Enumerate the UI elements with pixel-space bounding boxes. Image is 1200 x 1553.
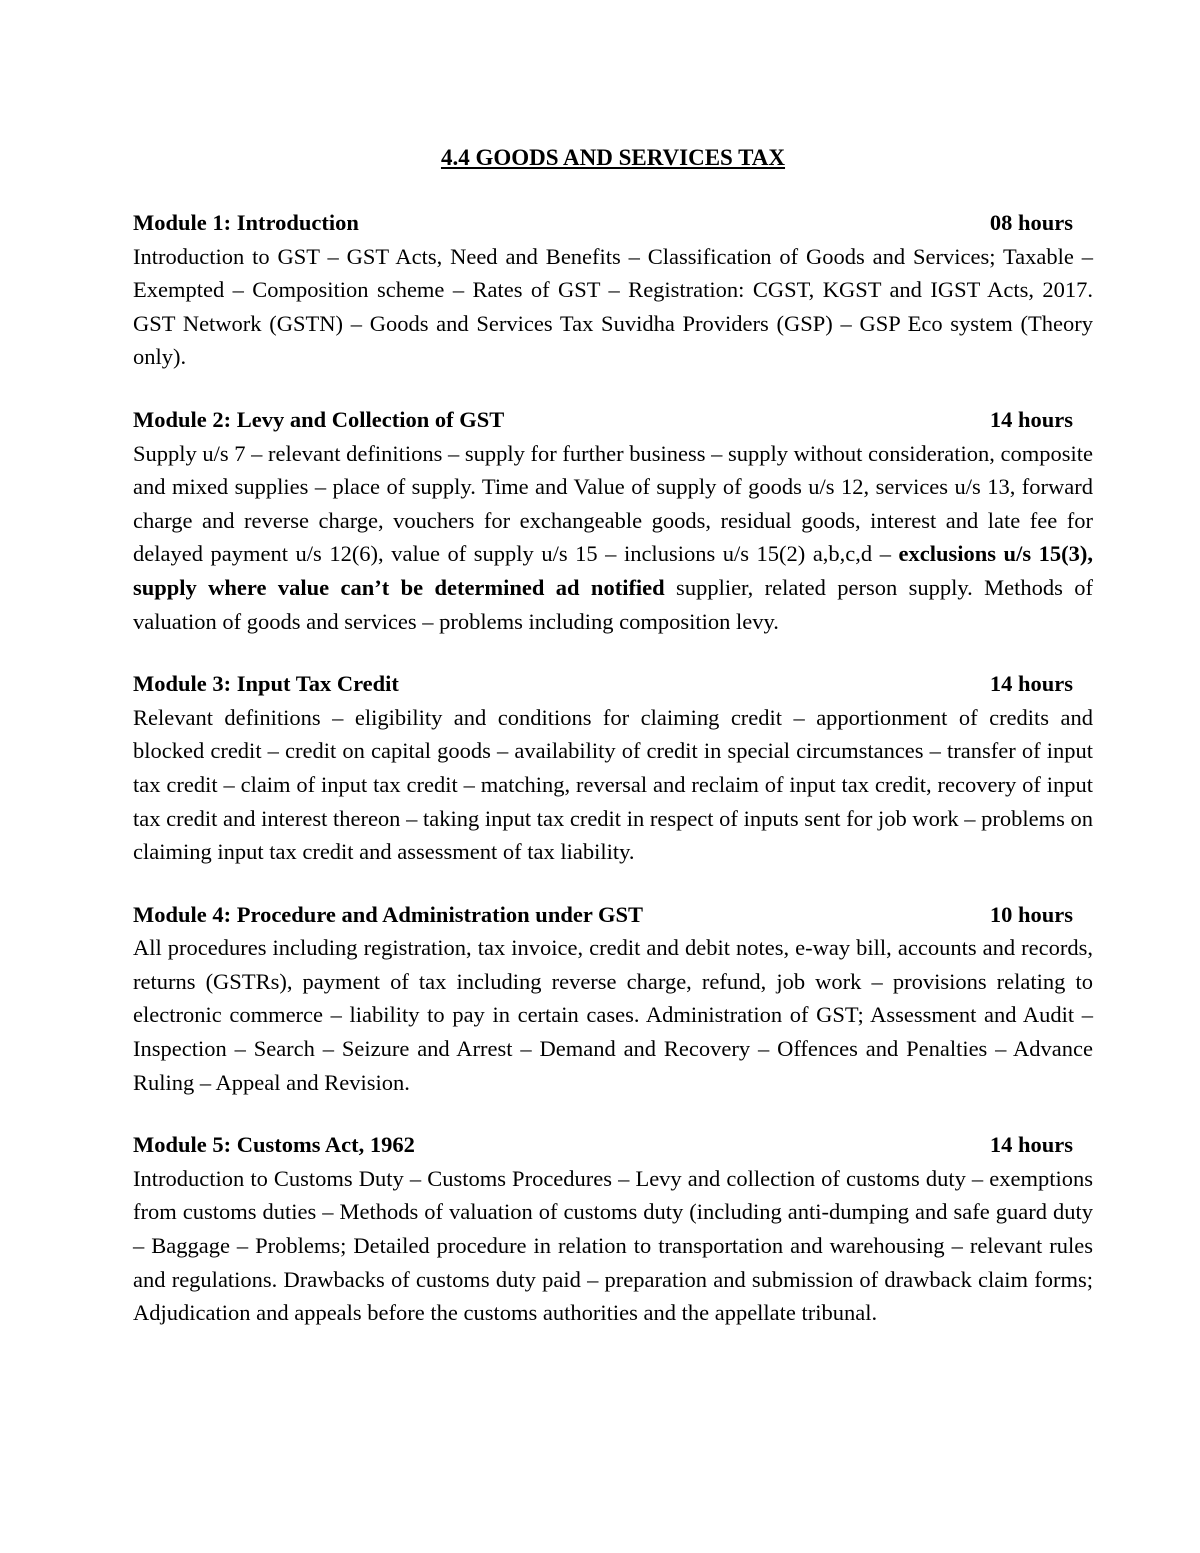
module-header — [133, 898, 1093, 932]
module-header — [133, 206, 1093, 240]
module-description-bold: exclusions u/s 15(3), supply where value can’t be determined ad notified — [133, 541, 1093, 600]
document-title: 4.4 GOODS AND SERVICES TAX — [440, 145, 786, 170]
module-heading: Module 2: Levy and Collection of GST — [133, 406, 505, 432]
module-header — [133, 1128, 1093, 1162]
module-5 — [133, 1128, 1093, 1330]
module-4 — [133, 898, 1093, 1100]
module-description: Introduction to Customs Duty – Customs Procedures – Levy and collection of customs duty – exemptions from customs duties – Methods of valuation of customs duty (including anti-dumping and safe guard duty – Baggage – Problems; Detailed procedure in relation to transportation and warehousing – relevant rules and regulations. Drawbacks of customs duty paid – preparation and submission of drawback claim forms; Adjudication and appeals before the customs authorities and the appellate tribunal. — [133, 1165, 1093, 1326]
module-3 — [133, 667, 1093, 869]
module-heading: Module 5: Customs Act, 1962 — [133, 1132, 415, 1158]
module-header — [133, 667, 1093, 701]
module-2 — [133, 403, 1093, 638]
module-description — [133, 437, 1093, 639]
module-hours: 14 hours — [989, 671, 1073, 697]
module-heading: Module 3: Input Tax Credit — [133, 671, 399, 697]
module-1 — [133, 206, 1093, 374]
module-heading: Module 1: Introduction — [133, 210, 359, 235]
module-description: Relevant definitions – eligibility and conditions for claiming credit – apportionment of credits and blocked credit – credit on capital goods – availability of credit in special circumstances – transfer of input tax credit – claim of input tax credit – matching, reversal and reclaim of input tax credit, recovery of input tax credit and interest thereon – taking input tax credit in respect of inputs sent for job work – problems on claiming input tax credit and assessment of tax liability. — [133, 704, 1093, 865]
module-hours: 14 hours — [989, 1132, 1073, 1158]
module-header — [133, 403, 1093, 437]
document-page — [133, 138, 1093, 1359]
module-description-part: Supply u/s 7 – relevant definitions – supply for further business – supply without consideration, composite and mixed supplies – place of supply. Time and Value of supply of goods u/s 12, services u/s 13, forward charge and reverse charge, vouchers for exchangeable goods, residual goods, interest and late fee for delayed payment u/s 12(6), value of supply u/s 15 – inclusions u/s 15(2) a,b,c,d – — [133, 440, 1093, 567]
module-description-part: supplier, related person supply. Methods of valuation of goods and services – problems including composition levy. — [133, 574, 1093, 634]
module-hours: 14 hours — [989, 406, 1073, 432]
module-description: All procedures including registration, tax invoice, credit and debit notes, e-way bill, accounts and records, returns (GSTRs), payment of tax including reverse charge, refund, job work – provisions relating to electronic commerce – liability to pay in certain cases. Administration of GST; Assessment and Audit – Inspection – Search – Seizure and Arrest – Demand and Recovery – Offences and Penalties – Advance Ruling – Appeal and Revision. — [133, 935, 1093, 1095]
module-hours: 10 hours — [989, 901, 1073, 927]
module-description: Introduction to GST – GST Acts, Need and Benefits – Classification of Goods and Services; Taxable – Exempted – Composition scheme – Rates of GST – Registration: CGST, KGST and IGST Acts, 2017. GST Network (GSTN) – Goods and Services Tax Suvidha Providers (GSP) – GSP Eco system (Theory only). — [133, 243, 1093, 370]
module-hours: 08 hours — [989, 210, 1073, 235]
module-heading: Module 4: Procedure and Administration under GST — [133, 901, 644, 927]
